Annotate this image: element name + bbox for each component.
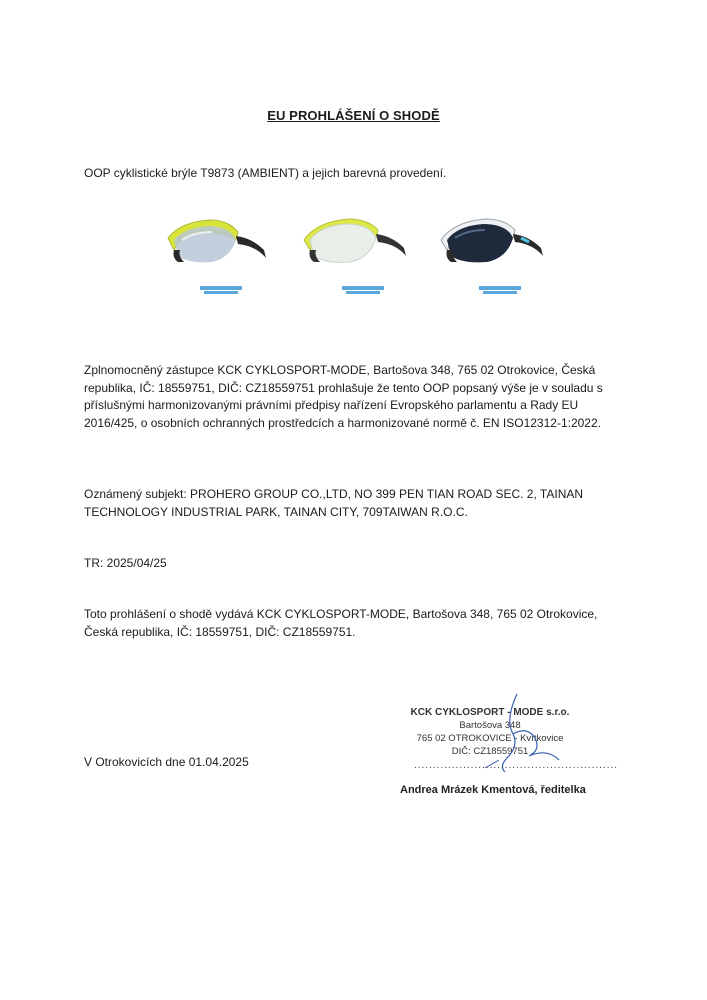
product-images [160,210,560,305]
signer-name: Andrea Mrázek Kmentová, ředitelka [400,784,586,796]
test-report: TR: 2025/04/25 [84,556,167,570]
place-date: V Otrokovicích dne 01.04.2025 [84,755,249,769]
issuer-statement: Toto prohlášení o shodě vydává KCK CYKLOSPORT-MODE, Bartošova 348, 765 02 Otrokovice, Česká republika, IČ: 18559751, DIČ: CZ18559751. [84,607,598,639]
representative-declaration: Zplnomocněný zástupce KCK CYKLOSPORT-MODE, Bartošova 348, 765 02 Otrokovice, Česká republika, IČ: 18559751, DIČ: CZ18559751 prohlašuje že tento OOP popsaný výše je v souladu s příslušnými harmonizovanými právními předpisy nařízení Evropského parlamentu a Rady EU 2016/425, o osobních ochranných prostředcích a harmonizované normě č. EN ISO12312-1:2022. [84,363,603,430]
stamp-vat: DIČ: CZ18559751 [451,746,529,757]
stamp-company: KCK CYKLOSPORT - MODE s.r.o. [410,707,570,718]
product-intro: OOP cyklistické brýle T9873 (AMBIENT) a jejich barevná provedení. [84,166,447,180]
glasses-image-yellow-blue [160,210,275,302]
stamp-street: Bartošova 348 [459,720,521,731]
signature-line: ...................................................... [414,760,619,771]
glasses-image-yellow-clear [298,210,413,302]
glasses-image-white-blue [435,210,550,302]
stamp-city: 765 02 OTROKOVICE - Kvítkovice [416,733,564,744]
notified-body: Oznámený subjekt: PROHERO GROUP CO.,LTD, NO 399 PEN TIAN ROAD SEC. 2, TAINAN TECHNOLOGY INDUSTRIAL PARK, TAINAN CITY, 709TAIWAN R.O.C. [84,487,584,519]
document-title: EU PROHLÁŠENÍ O SHODĚ [267,108,440,123]
